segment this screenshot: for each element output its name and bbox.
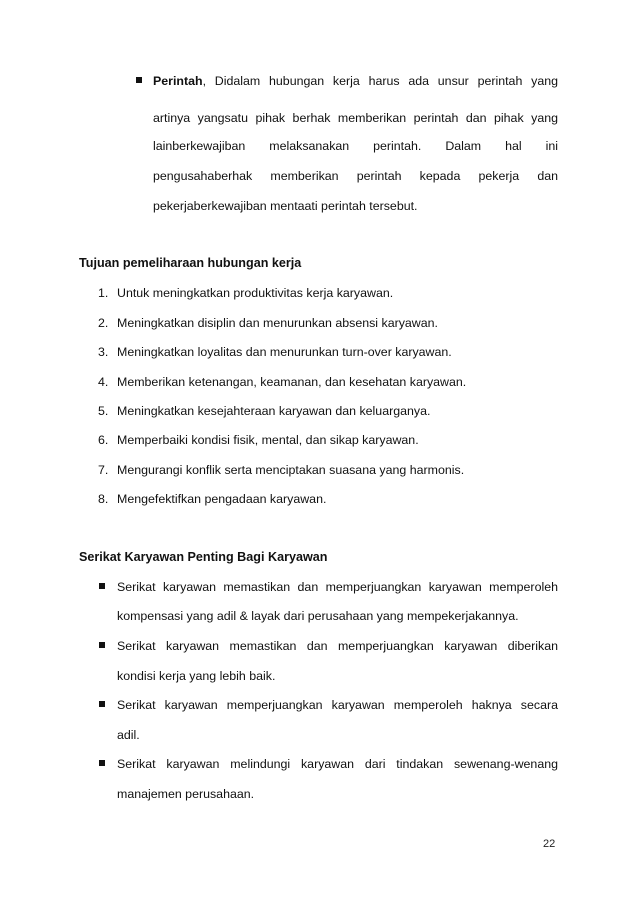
section-heading-serikat: Serikat Karyawan Penting Bagi Karyawan — [79, 550, 328, 564]
list-item-text: Meningkatkan kesejahteraan karyawan dan keluarganya. — [117, 404, 431, 418]
bullet-line-2: kondisi kerja yang lebih baik. — [117, 669, 276, 683]
list-item-number: 3. — [98, 345, 109, 359]
list-item — [98, 492, 326, 506]
intro-bullet-term: Perintah — [153, 74, 203, 88]
list-item-text: Meningkatkan loyalitas dan menurunkan turn-over karyawan. — [117, 345, 452, 359]
list-item-text: Mengurangi konflik serta menciptakan suasana yang harmonis. — [117, 463, 465, 477]
list-item-number: 1. — [98, 286, 109, 300]
bullet-line-1: Serikat karyawan memperjuangkan karyawan memperoleh haknya secara — [117, 698, 558, 712]
list-item-text: Memperbaiki kondisi fisik, mental, dan sikap karyawan. — [117, 433, 419, 447]
intro-bullet-line-2: artinya yangsatu pihak berhak memberikan perintah dan pihak yang — [153, 111, 558, 125]
list-item — [98, 433, 419, 447]
square-bullet-icon — [99, 642, 105, 648]
square-bullet-icon — [99, 760, 105, 766]
section-heading-tujuan: Tujuan pemeliharaan hubungan kerja — [79, 256, 302, 270]
intro-bullet-line-3: lainberkewajiban melaksanakan perintah. Dalam hal ini — [153, 139, 558, 153]
intro-bullet-line-5: pekerjaberkewajiban mentaati perintah tersebut. — [153, 199, 418, 213]
list-item-number: 7. — [98, 463, 109, 477]
list-item-number: 5. — [98, 404, 109, 418]
list-item — [98, 375, 466, 389]
list-item — [98, 286, 393, 300]
list-item-number: 2. — [98, 316, 109, 330]
intro-bullet-line-4: pengusahaberhak memberikan perintah kepada pekerja dan — [153, 169, 558, 183]
list-item-text: Meningkatkan disiplin dan menurunkan absensi karyawan. — [117, 316, 438, 330]
bullet-line-1: Serikat karyawan melindungi karyawan dari tindakan sewenang-wenang — [117, 757, 558, 771]
square-bullet-icon — [99, 701, 105, 707]
list-item — [98, 463, 464, 477]
intro-bullet-line-1-rest: , Didalam hubungan kerja harus ada unsur perintah yang — [202, 74, 558, 88]
intro-bullet-line-1 — [153, 74, 558, 88]
list-item-number: 6. — [98, 433, 109, 447]
list-item — [98, 316, 438, 330]
list-item-text: Untuk meningkatkan produktivitas kerja karyawan. — [117, 286, 394, 300]
square-bullet-icon — [136, 77, 142, 83]
bullet-line-2: manajemen perusahaan. — [117, 787, 255, 801]
bullet-line-1: Serikat karyawan memastikan dan memperjuangkan karyawan diberikan — [117, 639, 558, 653]
list-item-number: 8. — [98, 492, 109, 506]
bullet-line-1: Serikat karyawan memastikan dan memperjuangkan karyawan memperoleh — [117, 580, 558, 594]
list-item — [98, 345, 452, 359]
list-item-number: 4. — [98, 375, 109, 389]
list-item-text: Mengefektifkan pengadaan karyawan. — [117, 492, 327, 506]
list-item — [98, 404, 430, 418]
bullet-line-2: adil. — [117, 728, 140, 742]
bullet-line-2: kompensasi yang adil & layak dari perusahaan yang mempekerjakannya. — [117, 609, 519, 623]
list-item-text: Memberikan ketenangan, keamanan, dan kesehatan karyawan. — [117, 375, 467, 389]
page-number: 22 — [543, 838, 556, 850]
square-bullet-icon — [99, 583, 105, 589]
